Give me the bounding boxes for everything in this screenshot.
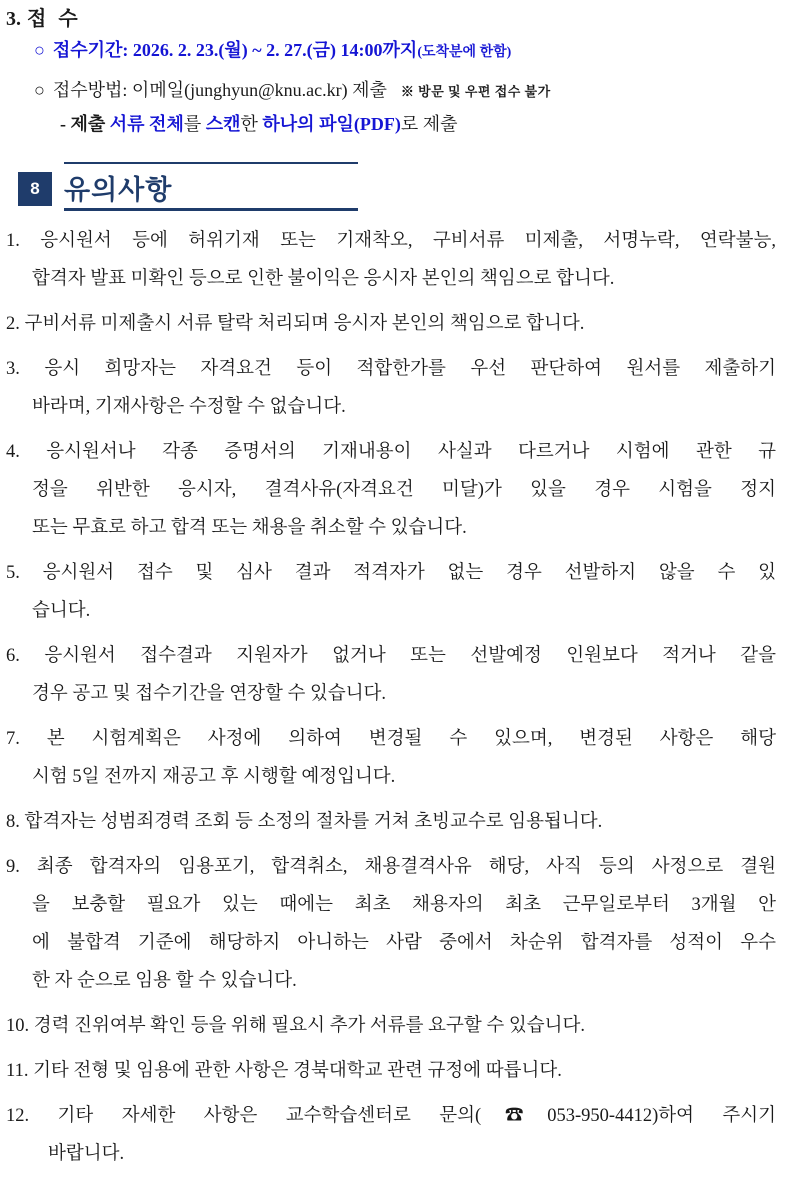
precaution-item	[6, 637, 776, 713]
section-3-number: 3.	[6, 8, 21, 30]
precaution-line: 바랍니다.	[48, 1144, 125, 1164]
precaution-line: 또는 무효로 하고 합격 또는 채용을 취소할 수 있습니다.	[32, 518, 467, 538]
section-8-bottom-rule	[64, 208, 358, 211]
section-3-title: 접 수	[27, 8, 78, 30]
precaution-item	[6, 720, 776, 796]
precaution-line: 12. 기타 자세한 사항은 교수학습센터로 문의(☎053-950-4412)하여 주시기	[6, 1106, 776, 1126]
precaution-item	[6, 1052, 776, 1090]
precaution-line: 을 보충할 필요가 있는 때에는 최초 채용자의 최초 근무일로부터 3개월 안	[32, 895, 776, 915]
precaution-line: 에 불합격 기준에 해당하지 아니하는 사람 중에서 차순위 합격자를 성적이 우수	[32, 933, 776, 953]
precaution-line: 경우 공고 및 접수기간을 연장할 수 있습니다.	[32, 684, 387, 704]
precaution-line: 합격자 발표 미확인 등으로 인한 불이익은 응시자 본인의 책임으로 합니다.	[32, 269, 615, 289]
section-8-number-badge: 8	[18, 172, 52, 206]
receipt-method	[34, 76, 551, 102]
precaution-line: 정을 위반한 응시자, 결격사유(자격요건 미달)가 있을 경우 시험을 정지	[32, 480, 776, 500]
precaution-line: 9. 최종 합격자의 임용포기, 합격취소, 채용결격사유 해당, 사직 등의 사정으로 결원	[6, 857, 776, 877]
precaution-line: 1. 응시원서 등에 허위기재 또는 기재착오, 구비서류 미제출, 서명누락, 연락불능,	[6, 231, 776, 251]
receipt-period-text: 접수기간: 2026. 2. 23.(월) ~ 2. 27.(금) 14:00까지	[52, 40, 418, 60]
receipt-period	[34, 36, 511, 62]
precaution-item	[6, 1097, 776, 1173]
precaution-item	[6, 222, 776, 298]
precaution-line: 시험 5일 전까지 재공고 후 시행할 예정입니다.	[32, 767, 396, 787]
precaution-item	[6, 433, 776, 547]
section-8-title: 유의사항	[64, 175, 173, 205]
submission-instruction: - 제출 서류 전체를 스캔한 하나의 파일(PDF)로 제출	[60, 114, 458, 134]
precaution-item	[6, 305, 776, 343]
receipt-period-note: (도착분에 한함)	[417, 45, 512, 60]
precaution-line: 11. 기타 전형 및 임용에 관한 사항은 경북대학교 관련 규정에 따릅니다.	[6, 1061, 562, 1081]
receipt-method-text: 접수방법: 이메일(junghyun@knu.ac.kr) 제출	[52, 80, 387, 100]
precautions-list	[6, 222, 776, 1180]
precaution-item	[6, 848, 776, 1000]
precaution-line: 한 자 순으로 임용 할 수 있습니다.	[32, 971, 297, 991]
section-3-heading	[6, 2, 90, 31]
circle-bullet-icon: ○	[34, 80, 45, 100]
precaution-line: 3. 응시 희망자는 자격요건 등이 적합한가를 우선 판단하여 원서를 제출하기	[6, 359, 776, 379]
precaution-line: 바라며, 기재사항은 수정할 수 없습니다.	[32, 397, 346, 417]
section-8-top-rule	[64, 162, 358, 164]
precaution-line: 8. 합격자는 성범죄경력 조회 등 소정의 절차를 거쳐 초빙교수로 임용됩니다.	[6, 812, 603, 832]
precaution-item	[6, 350, 776, 426]
circle-bullet-icon: ○	[34, 40, 45, 60]
precaution-line: 4. 응시원서나 각종 증명서의 기재내용이 사실과 다르거나 시험에 관한 규	[6, 442, 776, 462]
precaution-item	[6, 1007, 776, 1045]
receipt-method-note: ※ 방문 및 우편 접수 불가	[400, 84, 551, 99]
precaution-item	[6, 554, 776, 630]
precaution-item	[6, 803, 776, 841]
precaution-line: 2. 구비서류 미제출시 서류 탈락 처리되며 응시자 본인의 책임으로 합니다.	[6, 314, 585, 334]
precaution-line: 5. 응시원서 접수 및 심사 결과 적격자가 없는 경우 선발하지 않을 수 있	[6, 563, 776, 583]
precaution-line: 6. 응시원서 접수결과 지원자가 없거나 또는 선발예정 인원보다 적거나 같을	[6, 646, 776, 666]
precaution-line: 7. 본 시험계획은 사정에 의하여 변경될 수 있으며, 변경된 사항은 해당	[6, 729, 776, 749]
precaution-line: 10. 경력 진위여부 확인 등을 위해 필요시 추가 서류를 요구할 수 있습니다.	[6, 1016, 586, 1036]
section-8-header	[18, 162, 358, 212]
precaution-line: 습니다.	[32, 601, 91, 621]
